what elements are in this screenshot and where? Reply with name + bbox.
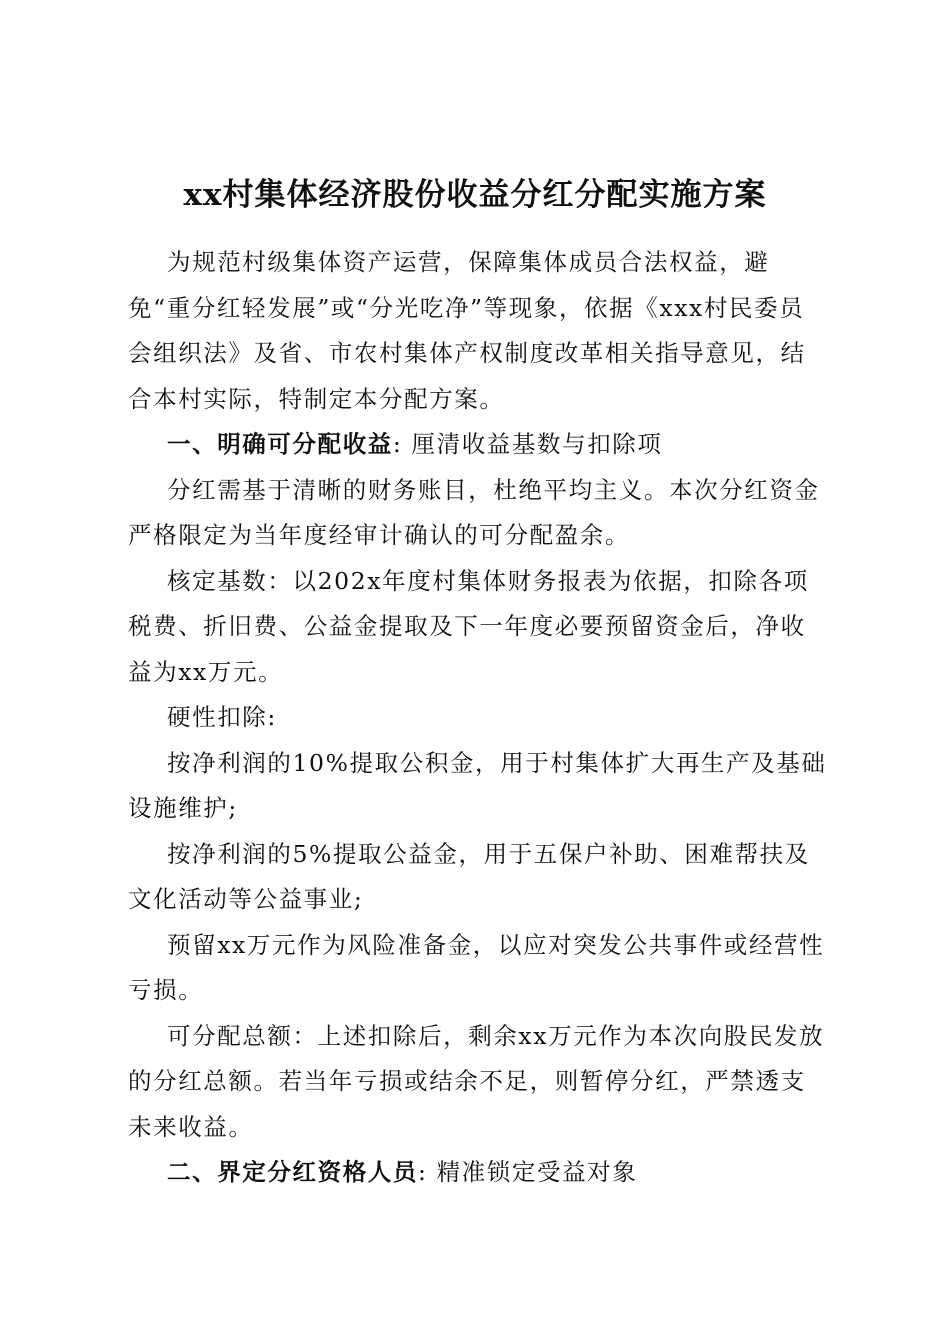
section-heading-2	[128, 1150, 828, 1196]
section-heading-1-strong: 一、明确可分配收益	[167, 430, 393, 458]
section-heading-1	[128, 422, 828, 468]
paragraph-base-amount: 核定基数：以202x年度村集体财务报表为依据，扣除各项税费、折旧费、公益金提取及下一年度必要预留资金后，净收益为xx万元。	[128, 566, 809, 686]
section-heading-2-rest: : 精准锁定受益对象	[418, 1158, 638, 1186]
section-heading-2-strong: 二、界定分红资格人员	[167, 1158, 418, 1186]
intro-paragraph: 为规范村级集体资产运营，保障集体成员合法权益，避免“重分红轻发展”或“分光吃净”等现象，依据《xxx村民委员会组织法》及省、市农村集体产权制度改革相关指导意见，结合本村实际，特制定本分配方案。	[128, 248, 806, 413]
paragraph-total-distributable: 可分配总额：上述扣除后，剩余xx万元作为本次向股民发放的分红总额。若当年亏损或结余不足，则暂停分红，严禁透支未来收益。	[128, 1021, 825, 1141]
paragraph-deductions-label: 硬性扣除:	[167, 703, 277, 731]
paragraph-risk-reserve: 预留xx万元作为风险准备金，以应对突发公共事件或经营性亏损。	[128, 930, 825, 1004]
section-heading-1-rest: : 厘清收益基数与扣除项	[392, 430, 663, 458]
paragraph-welfare-fund: 按净利润的5%提取公益金，用于五保户补助、困难帮扶及文化活动等公益事业;	[128, 839, 810, 913]
paragraph-basis: 分红需基于清晰的财务账目，杜绝平均主义。本次分红资金严格限定为当年度经审计确认的可分配盈余。	[128, 475, 820, 549]
document-title: xx村集体经济股份收益分红分配实施方案	[183, 177, 767, 213]
paragraph-reserve-fund: 按净利润的10%提取公积金，用于村集体扩大再生产及基础设施维护;	[128, 748, 827, 822]
document-body	[128, 240, 828, 1196]
